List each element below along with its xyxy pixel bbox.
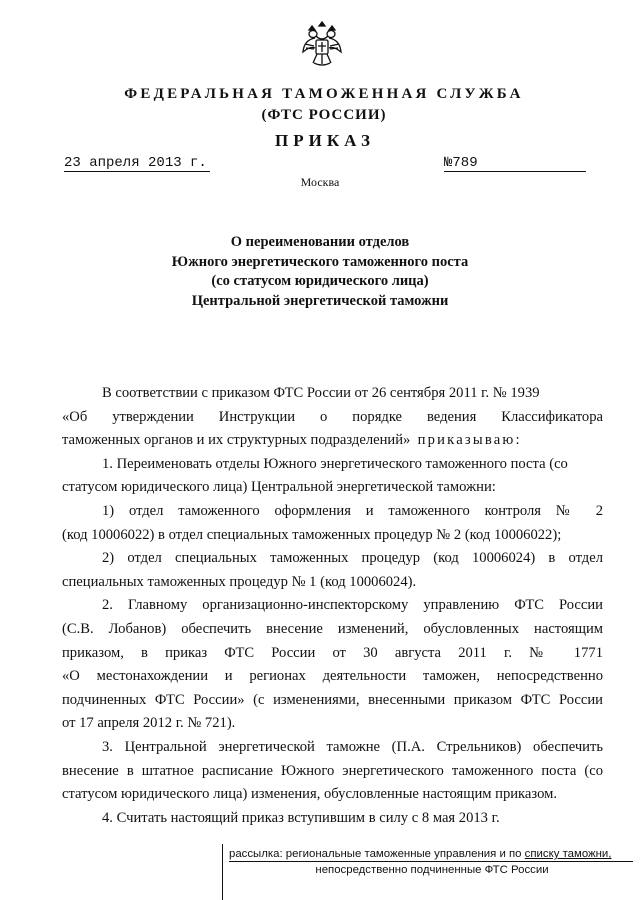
order-verb: приказываю: xyxy=(417,432,522,449)
paragraph-2-line: «О местонахождении и регионах деятельности таможен, непосредственно xyxy=(62,668,603,685)
intro-line xyxy=(62,429,603,453)
item-1-line: 1) отдел таможенного оформления и таможенного контроля № 2 xyxy=(102,502,603,519)
distribution-link: списку таможни, xyxy=(524,848,612,860)
title-line: (со статусом юридического лица) xyxy=(211,273,429,289)
document-number: №789 xyxy=(444,155,586,172)
document-city: Москва xyxy=(300,175,340,189)
paragraph-3-line: внесение в штатное расписание Южного энергетического таможенного поста (со xyxy=(62,762,603,779)
title-line: Центральной энергетической таможни xyxy=(191,292,449,309)
paragraph-3-line: статусом юридического лица) изменения, обусловленные настоящим приказом. xyxy=(62,786,557,803)
agency-name: ФЕДЕРАЛЬНАЯ ТАМОЖЕННАЯ СЛУЖБА xyxy=(124,86,524,102)
document-date: 23 апреля 2013 г. xyxy=(64,155,210,172)
paragraph-2-line: (С.В. Лобанов) обеспечить внесение изменений, обусловленных настоящим xyxy=(62,620,603,637)
distribution-text: рассылка: региональные таможенные управления и по xyxy=(229,848,525,860)
item-2-line: специальных таможенных процедур № 1 (код 10006024). xyxy=(62,573,417,590)
document-type: ПРИКАЗ xyxy=(275,131,375,150)
intro-line: В соответствии с приказом ФТС России от 26 сентября 2011 г. № 1939 xyxy=(102,385,540,401)
distribution-block xyxy=(222,844,640,900)
document-title xyxy=(0,233,640,311)
title-line: О переименовании отделов xyxy=(230,234,410,250)
paragraph-3-line: 3. Центральной энергетической таможне (П.А. Стрельников) обеспечить xyxy=(102,738,603,755)
distribution-line xyxy=(229,847,633,862)
paragraph-2-line: приказом, в приказ ФТС России от 30 августа 2011 г. № 1771 xyxy=(62,644,603,661)
paragraph-2-line: 2. Главному организационно-инспекторскому управлению ФТС России xyxy=(102,597,603,614)
intro-line: «Об утверждении Инструкции о порядке ведения Классификатора xyxy=(62,408,603,425)
paragraph-1-line: 1. Переименовать отделы Южного энергетического таможенного поста (со xyxy=(102,455,568,472)
paragraph-2-line: подчиненных ФТС России» (с изменениями, внесенными приказом ФТС России xyxy=(62,691,603,708)
document-body xyxy=(62,382,603,830)
distribution-line: непосредственно подчиненные ФТС России xyxy=(315,864,549,876)
title-line: Южного энергетического таможенного поста xyxy=(171,253,469,270)
paragraph-1-line: статусом юридического лица) Центральной энергетической таможни: xyxy=(62,479,496,496)
intro-line-text: таможенных органов и их структурных подразделений» xyxy=(62,432,411,449)
agency-short-name: (ФТС РОССИИ) xyxy=(261,107,387,123)
item-2-line: 2) отдел специальных таможенных процедур (код 10006024) в отдел xyxy=(102,550,603,567)
paragraph-2-line: от 17 апреля 2012 г. № 721). xyxy=(62,715,236,732)
item-1-line: (код 10006022) в отдел специальных таможенных процедур № 2 (код 10006022); xyxy=(62,526,562,543)
paragraph-4-line: 4. Считать настоящий приказ вступившим в силу с 8 мая 2013 г. xyxy=(102,809,500,826)
state-emblem-icon xyxy=(300,16,344,68)
